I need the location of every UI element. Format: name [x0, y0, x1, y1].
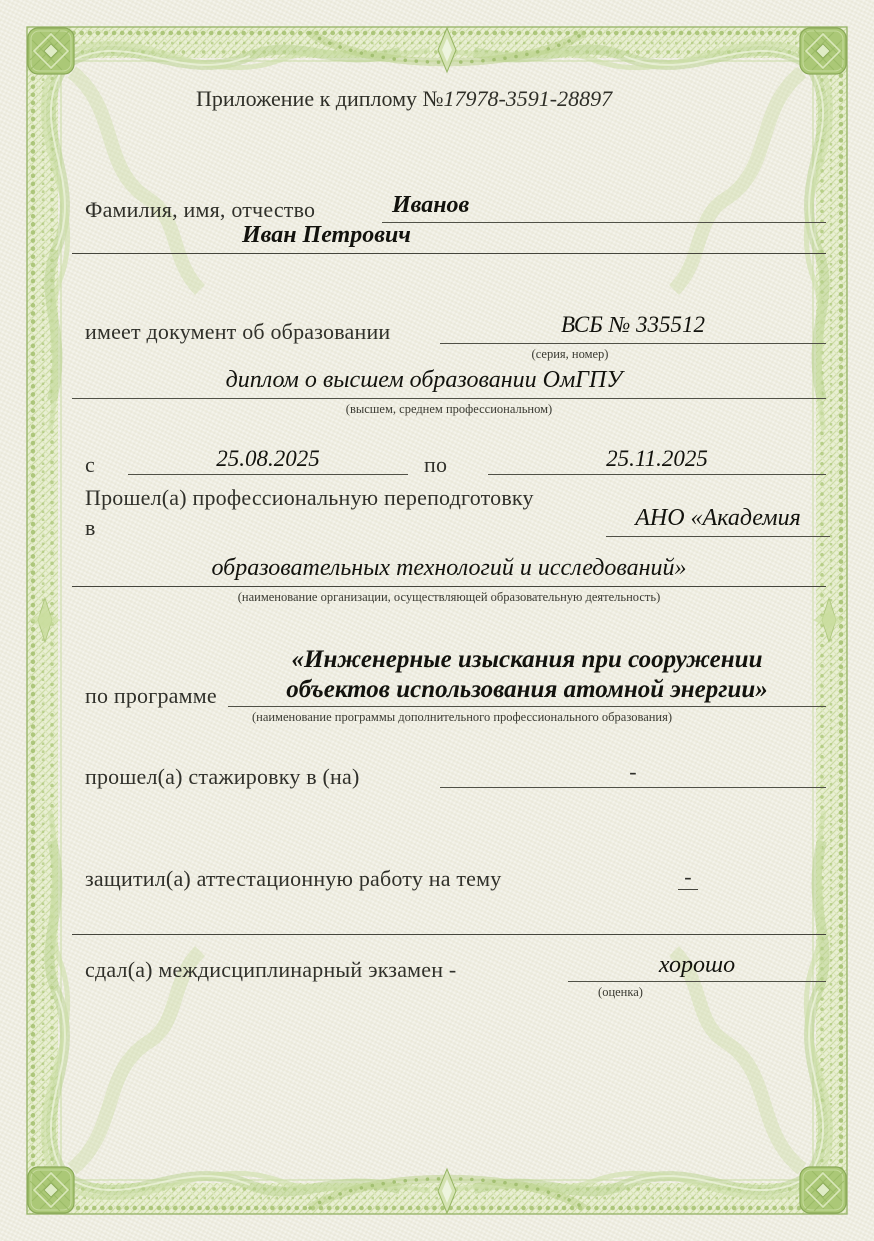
organization-line1	[606, 505, 830, 537]
thesis-label: защитил(а) аттестационную работу на тему	[85, 866, 502, 891]
document-title	[196, 86, 612, 112]
period-to-line	[488, 446, 826, 475]
thesis-rule	[72, 934, 826, 935]
organization-line2	[72, 555, 826, 587]
edu-doc-series-value: ВСБ № 335512	[560, 312, 706, 337]
surname-value: Иванов	[392, 192, 470, 218]
corner-medallion	[28, 28, 74, 74]
period-to-value: 25.11.2025	[606, 446, 708, 471]
program-line2: объектов использования атомной энергии»	[286, 676, 768, 703]
exam-grade-caption: (оценка)	[598, 985, 643, 999]
edu-doc-type-caption: (высшем, среднем профессиональном)	[345, 402, 553, 416]
period-to-label: по	[424, 452, 448, 477]
edu-doc-series-caption: (серия, номер)	[531, 347, 609, 361]
edu-doc-series-line	[440, 312, 826, 344]
edu-doc-type-line	[72, 367, 826, 399]
organization-caption: (наименование организации, осуществляющей образовательную деятельность)	[237, 590, 661, 604]
organization-line2-value: образовательных технологий и исследований»	[211, 555, 687, 581]
retraining-in-label: в	[85, 515, 96, 540]
title-prefix: Приложение к диплому №	[196, 86, 444, 111]
exam-grade-line	[568, 952, 826, 982]
internship-line	[440, 759, 826, 788]
program-label: по программе	[85, 683, 217, 708]
exam-grade-value: хорошо	[658, 952, 736, 978]
organization-line1-value: АНО «Академия	[635, 505, 801, 531]
exam-label: сдал(а) междисциплинарный экзамен -	[85, 957, 457, 982]
given-names-line	[72, 222, 826, 254]
thesis-value-line	[678, 864, 698, 890]
period-from-line	[128, 446, 408, 475]
internship-value: -	[629, 759, 637, 784]
program-name-block	[228, 645, 826, 707]
program-line1: «Инженерные изыскания при сооружении	[291, 646, 763, 673]
edu-doc-label: имеет документ об образовании	[85, 319, 391, 344]
internship-label: прошел(а) стажировку в (на)	[85, 764, 360, 789]
edu-doc-type-value: диплом о высшем образовании ОмГПУ	[225, 367, 623, 393]
diploma-number: 17978-3591-28897	[443, 86, 613, 111]
given-names-value: Иван Петрович	[242, 222, 411, 248]
program-caption: (наименование программы дополнительного профессионального образования)	[251, 710, 673, 724]
period-from-value: 25.08.2025	[216, 446, 320, 471]
surname-line	[382, 192, 826, 223]
retraining-line: Прошел(а) профессиональную переподготовку	[85, 485, 534, 510]
thesis-value: -	[684, 864, 692, 889]
period-from-label: с	[85, 452, 95, 477]
fio-label: Фамилия, имя, отчество	[85, 197, 316, 222]
